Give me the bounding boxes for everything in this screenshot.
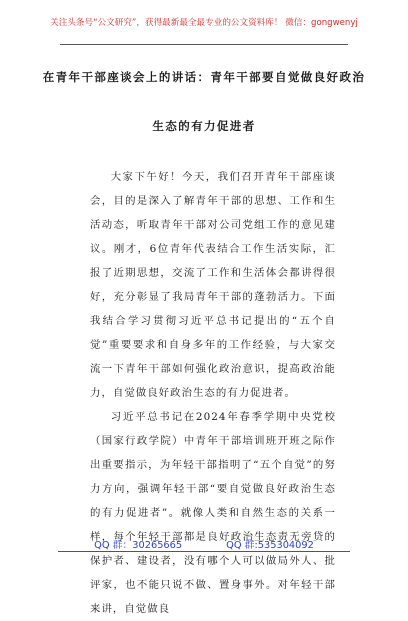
document-title-line-1: 在青年干部座谈会上的讲话：青年干部要自觉做良好政治 [42,70,366,84]
footer-qq-group-2: QQ 群:535304092 [226,540,314,551]
footer-divider [58,551,350,552]
body-paragraph-1: 大家下午好！今天，我们召开青年干部座谈会，目的是深入了解青年干部的思想、工作和生活动态，听取青年干部对公司党组工作的意见建议。刚才，6位青年代表结合工作生活实际，汇报了近期思想，交流了工作和生活体会都讲得很好，充分彰显了我局青年干部的蓬勃活力。下面我结合学习贯彻习近平总书记提出的“五个自觉”重要要求和自身多年的工作经验，与大家交流一下青年干部如何强化政治意识，提高政治能力，自觉做良好政治生态的有力促进者。 [90,171,336,399]
header-notice: 关注头条号“公文研究”，获得最新最全最专业的公文资料库！ 微信：gongwenyj [50,18,358,28]
footer-qq-group-1: QQ 群：30265665 [94,540,183,551]
header-divider [60,44,348,45]
body-paragraph-2: 习近平总书记在2024年春季学期中央党校（国家行政学院）中青年干部培训班开班之际作出重要指示，为年轻干部指明了“五个自觉”的努力方向，强调年轻干部“要自觉做良好政治生态的有力促进者”。就像人类和自然生态的关系一样，每个年轻干部都是良好政治生态责无旁贷的保护者、建设者，没有哪个人可以做局外人、批评家，也不能只说不做、置身事外。对年轻干部来讲，自觉做良 [90,411,336,615]
document-body [90,165,336,621]
document-title-line-2: 生态的有力促进者 [152,119,256,133]
footer-contacts [0,537,408,551]
